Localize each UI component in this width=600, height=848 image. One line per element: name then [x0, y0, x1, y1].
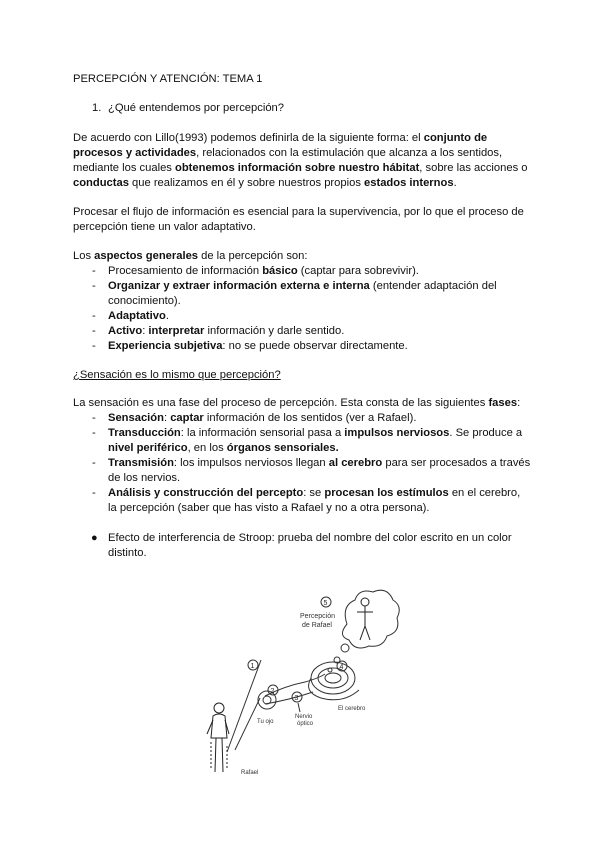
list-dash: -: [92, 280, 96, 292]
step-1-label: 1: [250, 663, 255, 670]
brain-label: El cerebro: [338, 706, 366, 712]
definition-line-4: conductas que realizamos en él y sobre nuestros propios estados internos.: [73, 177, 457, 189]
definition-line-2: procesos y actividades, relacionados con la estimulación que alcanza a los sentidos,: [73, 147, 503, 159]
list-dash: -: [92, 487, 96, 499]
list-dash: -: [92, 310, 96, 322]
phases-intro: La sensación es una fase del proceso de percepción. Esta consta de las siguientes fases:: [73, 397, 521, 409]
rafael-in-cloud-icon: [357, 598, 373, 640]
list-dash: -: [92, 412, 96, 424]
thought-cloud: [342, 590, 399, 648]
perception-label: Percepción: [300, 613, 336, 620]
phase-item-continuation: la percepción (saber que has visto a Rafael y no a otra persona).: [108, 502, 430, 514]
definition-line-1: De acuerdo con Lillo(1993) podemos definirla de la siguiente forma: el conjunto de: [73, 132, 488, 144]
aspect-item: Organizar y extraer información externa e interna (entender adaptación del: [108, 280, 497, 292]
eye-label: Tu ojo: [257, 719, 274, 725]
stroop-line-1: Efecto de interferencia de Stroop: prueba del nombre del color escrito en un color: [108, 532, 512, 544]
aspect-item: Procesamiento de información básico (captar para sobrevivir).: [108, 265, 419, 277]
list-dash: -: [92, 340, 96, 352]
section-heading: ¿Sensación es lo mismo que percepción?: [73, 369, 281, 381]
list-dash: -: [92, 325, 96, 337]
aspect-item-continuation: conocimiento).: [108, 295, 181, 307]
list-dash: -: [92, 427, 96, 439]
optic-nerve-label-2: óptico: [297, 721, 314, 727]
phase-item: Transducción: la información sensorial pasa a impulsos nerviosos. Se produce a: [108, 427, 523, 439]
aspect-item: Experiencia subjetiva: no se puede observar directamente.: [108, 340, 408, 352]
rafael-label: Rafael: [241, 770, 259, 776]
brain-icon: [309, 662, 359, 700]
optic-nerve-label-1: Nervio: [295, 714, 313, 720]
step-3-label: 3: [294, 695, 299, 702]
aspect-item: Adaptativo.: [108, 310, 169, 322]
step-4-label: 4: [339, 664, 344, 671]
question-text: ¿Qué entendemos por percepción?: [108, 102, 285, 114]
stroop-line-2: distinto.: [108, 547, 147, 559]
aspect-item: Activo: interpretar información y darle sentido.: [108, 325, 345, 337]
page-title: PERCEPCIÓN Y ATENCIÓN: TEMA 1: [73, 73, 263, 85]
step-5-label: 5: [323, 600, 328, 607]
aspects-intro: Los aspectos generales de la percepción son:: [73, 250, 308, 262]
rafael-figure-icon: [207, 703, 229, 772]
survival-line-2: percepción tiene un valor adaptativo.: [73, 221, 256, 233]
list-dash: -: [92, 265, 96, 277]
of-rafael-label: de Rafael: [302, 622, 332, 629]
bullet-dot: ●: [91, 532, 98, 544]
question-number: 1.: [92, 102, 102, 114]
phase-item: Análisis y construcción del percepto: se procesan los estímulos en el cerebro,: [108, 487, 521, 499]
phase-item: Transmisión: los impulsos nerviosos llegan al cerebro para ser procesados a través: [108, 457, 531, 469]
phase-item-continuation: nivel periférico, en los órganos sensoriales.: [108, 442, 339, 454]
perception-diagram: [205, 580, 405, 780]
definition-line-3: mediante los cuales obtenemos información sobre nuestro hábitat, sobre las acciones o: [73, 162, 528, 174]
phase-item-continuation: de los nervios.: [108, 472, 181, 484]
step-2-label: 2: [270, 688, 275, 695]
phase-item: Sensación: captar información de los sentidos (ver a Rafael).: [108, 412, 417, 424]
list-dash: -: [92, 457, 96, 469]
survival-line-1: Procesar el flujo de información es esencial para la supervivencia, por lo que el proceso de: [73, 206, 524, 218]
